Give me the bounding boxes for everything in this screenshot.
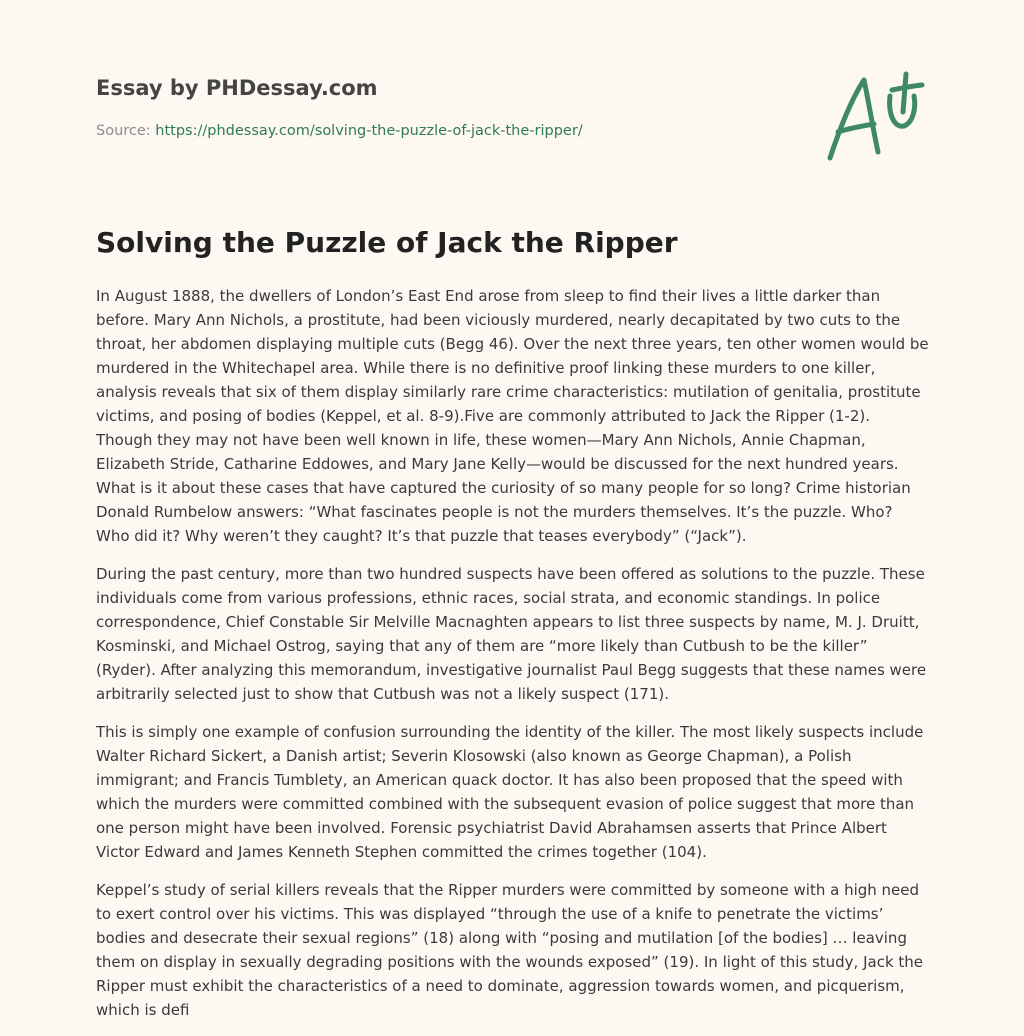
essay-paragraph: During the past century, more than two hundred suspects have been offered as solutions to the puzzle. These individuals come from various professions, ethnic races, social strata, and economic standings. In police correspondence, Chief Constable Sir Melville Macnaghten appears to list three suspects by name, M. J. Druitt, Kosminski, and Michael Ostrog, saying that any of them are “more likely than Cutbush to be the killer” (Ryder). After analyzing this memorandum, investigative journalist Paul Begg suggests that these names were arbitrarily selected just to show that Cutbush was not a likely suspect (171). [96, 565, 927, 703]
essay-paragraph: In August 1888, the dwellers of London’s East End arose from sleep to find their lives a little darker than before. Mary Ann Nichols, a prostitute, had been viciously murdered, nearly decapitated by two cuts to the throat, her abdomen displaying multiple cuts (Begg 46). Over the next three years, ten other women would be murdered in the Whitechapel area. While there is no definitive proof linking these murders to one killer, analysis reveals that six of them display similarly rare crime characteristics: mutilation of genitalia, prostitute victims, and posing of bodies (Keppel, et al. 8-9).Five are commonly attributed to Jack the Ripper (1-2). Though they may not have been well known in life, these women—Mary Ann Nichols, Annie Chapman, Elizabeth Stride, Catharine Eddowes, and Mary Jane Kelly—would be discussed for the next hundred years. What is it about these cases that have captured the curiosity of so many people for so long? Crime historian Donald Rumbelow answers: “What fascinates people is not the murders themselves. It’s the puzzle. Who? Who did it? Why weren’t they caught? It’s that puzzle that teases everybody” (“Jack”). [96, 287, 929, 545]
essay-title: Solving the Puzzle of Jack the Ripper [96, 226, 678, 259]
site-brand: Essay by PHDessay.com [96, 76, 378, 100]
a-plus-logo-icon [818, 66, 930, 166]
essay-paragraph: This is simply one example of confusion surrounding the identity of the killer. The most likely suspects include Walter Richard Sickert, a Danish artist; Severin Klosowski (also known as George Chapman), a Polish immigrant; and Francis Tumblety, an American quack doctor. It has also been proposed that the speed with which the murders were committed combined with the subsequent evasion of police suggest that more than one person might have been involved. Forensic psychiatrist David Abrahamsen asserts that Prince Albert Victor Edward and James Kenneth Stephen committed the crimes together (104). [96, 723, 924, 861]
essay-paragraph: Keppel’s study of serial killers reveals that the Ripper murders were committed by someone with a high need to exert control over his victims. This was displayed “through the use of a knife to penetrate the victims’ bodies and desecrate their sexual regions” (18) along with “posing and mutilation [of the bodies] … leaving them on display in sexually degrading positions with the wounds exposed” (19). In light of this study, Jack the Ripper must exhibit the characteristics of a need to dominate, aggression towards women, and picquerism, which is defi [96, 881, 924, 1019]
source-label: Source: [96, 123, 151, 139]
essay-body [96, 284, 930, 1036]
source-line [96, 123, 583, 139]
source-link[interactable]: https://phdessay.com/solving-the-puzzle-of-jack-the-ripper/ [155, 123, 583, 139]
a-plus-logo [818, 66, 930, 166]
